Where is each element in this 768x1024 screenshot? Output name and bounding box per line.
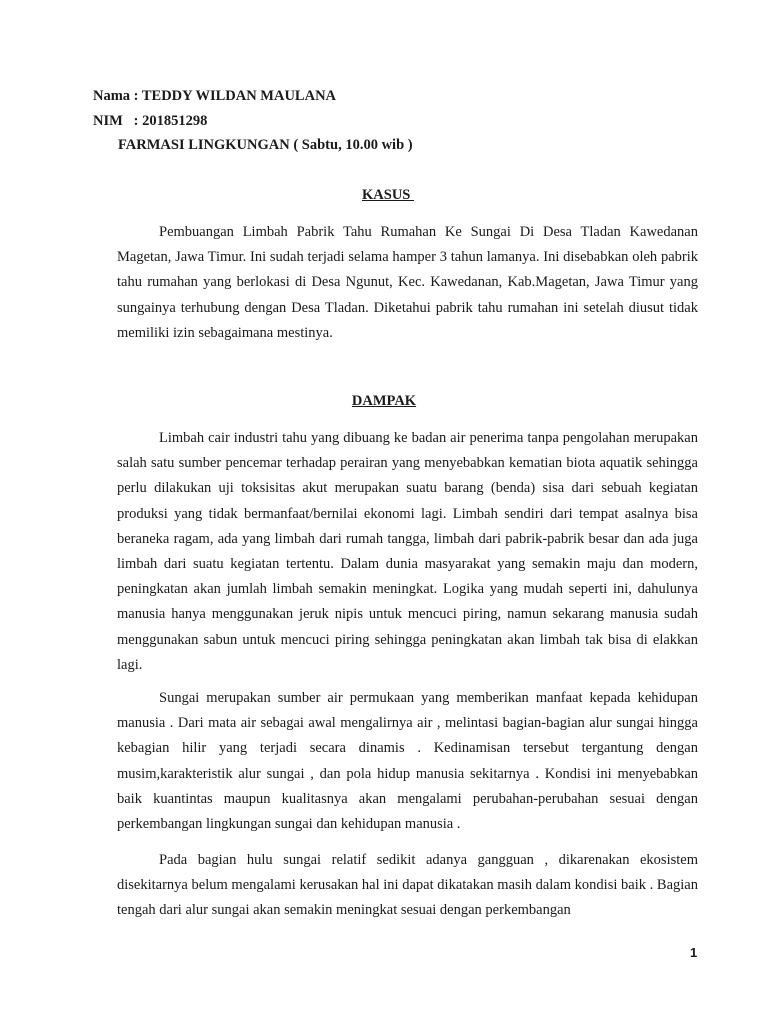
section-heading-kasus: KASUS xyxy=(362,187,414,203)
dampak-paragraph: Limbah cair industri tahu yang dibuang ke badan air penerima tanpa pengolahan merupakan salah satu sumber pencemar terhadap perairan yang menyebabkan kematian biota aquatik sehingga perlu dilakukan uji toksisitas akut merupakan suatu barang (benda) sisa dari sebuah kegiatan produksi yang tidak bermanfaat/bernilai ekonomi lagi. Limbah sendiri dari tempat asalnya bisa beraneka ragam, ada yang limbah dari rumah tangga, limbah dari pabrik-pabrik besar dan ada juga limbah dari suatu kegiatan tertentu. Dalam dunia masyarakat yang semakin maju dan modern, peningkatan akan jumlah limbah semakin meningkat. Logika yang mudah seperti ini, dahulunya manusia hanya menggunakan jeruk nipis untuk mencuci piring, namun sekarang manusia sudah menggunakan sabun untuk mencuci piring sehingga peningkatan akan limbah tak bisa di elakkan lagi. xyxy=(117,430,698,673)
dampak-paragraph: Sungai merupakan sumber air permukaan yang memberikan manfaat kepada kehidupan manusia . Dari mata air sebagai awal mengalirnya air , melintasi bagian-bagian alur sungai hingga kebagian hilir yang terjadi secara dinamis . Kedinamisan tersebut tergantung dengan musim,karakteristik alur sungai , dan pola hidup manusia sekitarnya . Kondisi ini menyebabkan baik kuantintas maupun kualitasnya akan mengalami perubahan-perubahan sesuai dengan perkembangan lingkungan sungai dan kehidupan manusia . xyxy=(117,690,698,833)
dampak-paragraph: Pada bagian hulu sungai relatif sedikit adanya gangguan , dikarenakan ekosistem disekitarnya belum mengalami kerusakan hal ini dapat dikatakan masih dalam kondisi baik . Bagian tengah dari alur sungai akan semakin meningkat sesuai dengan perkembangan xyxy=(117,852,698,919)
kasus-paragraph: Pembuangan Limbah Pabrik Tahu Rumahan Ke Sungai Di Desa Tladan Kawedanan Magetan, Jawa Timur. Ini sudah terjadi selama hamper 3 tahun lamanya. Ini disebabkan oleh pabrik tahu rumahan yang berlokasi di Desa Ngunut, Kec. Kawedanan, Kab.Magetan, Jawa Timur yang sungainya terhubung dengan Desa Tladan. Diketahui pabrik tahu rumahan ini setelah diusut tidak memiliki izin sebagaimana mestinya. xyxy=(117,224,698,341)
section-heading-dampak: DAMPAK xyxy=(351,393,417,409)
page-number: 1 xyxy=(690,945,698,960)
student-nim: NIM : 201851298 xyxy=(93,113,208,129)
course-title: FARMASI LINGKUNGAN ( Sabtu, 10.00 wib ) xyxy=(118,137,413,153)
student-name: Nama : TEDDY WILDAN MAULANA xyxy=(93,88,337,104)
